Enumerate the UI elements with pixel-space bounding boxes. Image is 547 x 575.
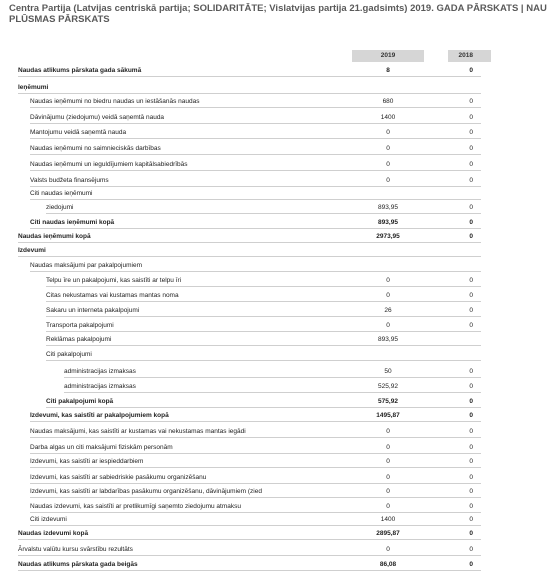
value-2019: 0 — [386, 292, 390, 299]
value-2018: 0 — [469, 204, 473, 211]
row-label: Ārvalstu valūtu kursu svārstību rezultāts — [18, 546, 133, 553]
value-2019: 86,08 — [379, 561, 397, 568]
table-row — [0, 471, 491, 485]
table-row — [0, 441, 491, 455]
table-row — [0, 348, 491, 362]
row-label: Citi izdevumi — [30, 516, 67, 523]
value-2019: 0 — [386, 145, 390, 152]
column-header-2019: 2019 — [352, 50, 424, 62]
value-2019: 0 — [386, 177, 390, 184]
row-divider — [30, 123, 481, 124]
value-2019: 0 — [386, 546, 390, 553]
row-label: Telpu īre un pakalpojumi, kas saistīti ar telpu īri — [46, 277, 182, 284]
value-2019: 0 — [386, 488, 390, 495]
row-divider — [18, 242, 481, 243]
row-divider — [30, 525, 481, 526]
row-label: Darba algas un citi maksājumi fiziskām personām — [30, 444, 173, 451]
row-label: Dāvinājumu (ziedojumu) veidā saņemtā nauda — [30, 114, 165, 121]
column-header-2018: 2018 — [448, 50, 491, 62]
table-row — [0, 409, 491, 423]
table-row — [0, 425, 491, 439]
row-divider — [46, 213, 481, 214]
table-row — [0, 274, 491, 288]
row-label: Naudas maksājumi, kas saistīti ar kustamas vai nekustamas mantas iegādi — [30, 428, 246, 435]
value-2018: 0 — [469, 474, 473, 481]
value-2019: 575,92 — [378, 398, 398, 405]
row-label: Reklāmas pakalpojumi — [46, 336, 112, 343]
value-2019: 0 — [386, 458, 390, 465]
value-2018: 0 — [469, 412, 473, 419]
row-label: Ieņēmumi — [18, 84, 49, 91]
row-divider — [30, 271, 481, 272]
row-label: Naudas atlikums pārskata gada sākumā — [18, 67, 142, 74]
row-divider — [30, 453, 481, 454]
value-2019: 0 — [386, 444, 390, 451]
row-divider — [46, 407, 481, 408]
value-2019: 2973,95 — [376, 233, 400, 240]
value-2018: 0 — [469, 307, 473, 314]
table-row — [0, 111, 491, 125]
value-2019: 0 — [386, 161, 390, 168]
table-row — [0, 201, 491, 215]
row-label: Naudas ieņēmumi kopā — [18, 233, 91, 240]
table-row — [0, 558, 491, 572]
row-label: Naudas izdevumi, kas saistīti ar pretlikumīgi saņemto ziedojumu atmaksu — [30, 503, 241, 510]
row-divider — [46, 316, 481, 317]
row-divider — [46, 286, 481, 287]
value-2018: 0 — [469, 145, 473, 152]
row-label: Sakaru un interneta pakalpojumi — [46, 307, 140, 314]
row-label: Citi pakalpojumi kopā — [46, 398, 114, 405]
table-row — [0, 216, 491, 230]
table-row — [0, 319, 491, 333]
table-row — [0, 95, 491, 109]
report-title — [9, 3, 547, 25]
table-row — [0, 485, 491, 499]
value-2019: 1400 — [380, 114, 396, 121]
row-label: Izdevumi, kas saistīti ar sabiedriskie pasākumu organizēšanu — [30, 474, 207, 481]
row-label: ziedojumi — [46, 204, 74, 211]
row-divider — [30, 138, 481, 139]
value-2018: 0 — [469, 98, 473, 105]
value-2018: 0 — [469, 322, 473, 329]
row-divider — [18, 555, 481, 556]
table-row — [0, 81, 491, 95]
row-divider — [30, 154, 481, 155]
value-2018: 0 — [469, 177, 473, 184]
row-divider — [30, 228, 481, 229]
table-row — [0, 126, 491, 140]
report-title-line-2: PLŪSMAS PĀRSKATS — [9, 14, 110, 25]
row-label: Citas nekustamas vai kustamas mantas noma — [46, 292, 179, 299]
row-divider — [30, 437, 481, 438]
table-row — [0, 333, 491, 347]
value-2018: 0 — [469, 161, 473, 168]
value-2019: 0 — [386, 277, 390, 284]
value-2018: 0 — [469, 530, 473, 537]
value-2018: 0 — [469, 219, 473, 226]
row-divider — [30, 170, 481, 171]
row-divider — [30, 107, 481, 108]
value-2019: 0 — [386, 322, 390, 329]
table-row — [0, 244, 491, 258]
value-2018: 0 — [469, 114, 473, 121]
value-2018: 0 — [469, 277, 473, 284]
table-row — [0, 380, 491, 394]
value-2018: 0 — [469, 488, 473, 495]
report-title-line-1: Centra Partija (Latvijas centriskā partija; SOLIDARITĀTE; Vislatvijas partija 21.gadsimts) 2019. GADA PĀRSKATS | NAU — [9, 3, 547, 14]
value-2018: 0 — [469, 233, 473, 240]
value-2018: 0 — [469, 398, 473, 405]
value-2018: 0 — [469, 561, 473, 568]
row-label: Valsts budžeta finansējums — [30, 177, 109, 184]
table-row — [0, 289, 491, 303]
row-divider — [30, 421, 481, 422]
value-2018: 0 — [469, 368, 473, 375]
value-2019: 26 — [384, 307, 392, 314]
table-row — [0, 304, 491, 318]
value-2019: 50 — [384, 368, 392, 375]
value-2019: 1495,87 — [376, 412, 400, 419]
row-divider — [18, 76, 481, 77]
value-2019: 893,95 — [378, 204, 398, 211]
table-row — [0, 365, 491, 379]
table-row — [0, 174, 491, 188]
row-divider — [46, 301, 481, 302]
row-label: Izdevumi — [18, 247, 46, 254]
row-divider — [64, 377, 481, 378]
value-2019: 0 — [386, 503, 390, 510]
row-label: Citi pakalpojumi — [46, 351, 92, 358]
value-2019: 0 — [386, 474, 390, 481]
row-label: Naudas maksājumi par pakalpojumiem — [30, 262, 142, 269]
row-divider — [18, 539, 481, 540]
row-label: administracijas izmaksas — [64, 383, 136, 390]
row-label: Naudas atlikums pārskata gada beigās — [18, 561, 138, 568]
value-2019: 2895,87 — [376, 530, 400, 537]
value-2018: 0 — [469, 516, 473, 523]
row-label: Citi naudas ieņēmumi kopā — [30, 219, 115, 226]
value-2018: 0 — [469, 428, 473, 435]
value-2019: 525,92 — [378, 383, 398, 390]
row-divider — [30, 199, 481, 200]
row-divider — [46, 360, 481, 361]
table-row — [0, 455, 491, 469]
table-row — [0, 187, 491, 201]
row-label: Naudas izdevumi kopā — [18, 530, 89, 537]
value-2018: 0 — [469, 546, 473, 553]
value-2018: 0 — [469, 67, 473, 74]
value-2018: 0 — [469, 458, 473, 465]
table-row — [0, 500, 491, 514]
table-row — [0, 513, 491, 527]
value-2019: 8 — [386, 67, 390, 74]
value-2018: 0 — [469, 383, 473, 390]
row-label: Naudas ieņēmumi no biedru naudas un iestāšanās naudas — [30, 98, 200, 105]
value-2018: 0 — [469, 503, 473, 510]
row-label: Mantojumu veidā saņemtā nauda — [30, 129, 127, 136]
row-divider — [18, 570, 481, 571]
value-2019: 680 — [382, 98, 394, 105]
table-row — [0, 395, 491, 409]
row-label: Transporta pakalpojumi — [46, 322, 114, 329]
value-2018: 0 — [469, 292, 473, 299]
table-row — [0, 64, 491, 78]
row-divider — [64, 392, 481, 393]
row-divider — [18, 93, 481, 94]
value-2019: 0 — [386, 428, 390, 435]
value-2018: 0 — [469, 444, 473, 451]
value-2019: 893,95 — [378, 219, 398, 226]
value-2018: 0 — [469, 129, 473, 136]
table-row — [0, 259, 491, 273]
row-label: Izdevumi, kas saistīti ar labdarības pasākumu organizēšanu, dāvinājumiem (zied — [30, 488, 262, 495]
row-label: Izdevumi, kas saistīti ar iespieddarbiem — [30, 458, 144, 465]
value-2019: 1400 — [380, 516, 396, 523]
row-divider — [30, 467, 481, 468]
row-divider — [30, 497, 481, 498]
row-label: Naudas ieņēmumi no saimnieciskās darbības — [30, 145, 161, 152]
row-divider — [46, 345, 481, 346]
value-2019: 893,95 — [378, 336, 398, 343]
table-row — [0, 543, 491, 557]
table-row — [0, 158, 491, 172]
table-row — [0, 142, 491, 156]
table-row — [0, 230, 491, 244]
row-label: administracijas izmaksas — [64, 368, 136, 375]
row-divider — [46, 331, 481, 332]
row-label: Naudas ieņēmumi un ieguldījumiem kapitālsabiedrībās — [30, 161, 188, 168]
value-2019: 0 — [386, 129, 390, 136]
row-divider — [30, 483, 481, 484]
table-row — [0, 527, 491, 541]
row-label: Izdevumi, kas saistīti ar pakalpojumiem kopā — [30, 412, 169, 419]
row-label: Citi naudas ieņēmumi — [30, 190, 93, 197]
row-divider — [18, 256, 481, 257]
